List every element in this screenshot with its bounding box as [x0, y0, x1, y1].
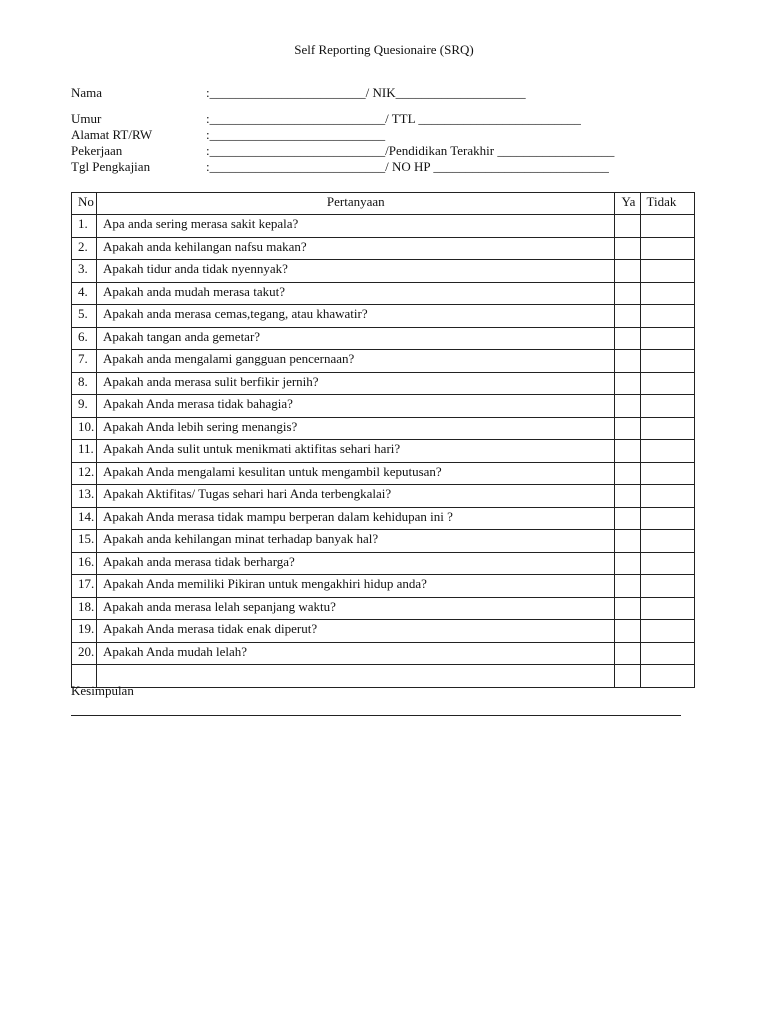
- table-row: [72, 575, 695, 598]
- answer-yes-cell[interactable]: [615, 260, 640, 283]
- conclusion-line: [71, 715, 681, 716]
- answer-yes-cell[interactable]: [615, 440, 640, 463]
- row-number: 11.: [72, 440, 97, 463]
- answer-no-cell[interactable]: [640, 507, 694, 530]
- answer-yes-cell[interactable]: [615, 327, 640, 350]
- answer-no-cell[interactable]: [640, 417, 694, 440]
- answer-yes-cell[interactable]: [615, 575, 640, 598]
- answer-yes-cell[interactable]: [615, 530, 640, 553]
- row-question: Apakah anda merasa cemas,tegang, atau khawatir?: [97, 305, 615, 328]
- table-row: [72, 485, 695, 508]
- answer-no-cell[interactable]: [640, 260, 694, 283]
- answer-yes-cell[interactable]: [615, 417, 640, 440]
- row-number: 13.: [72, 485, 97, 508]
- field-label: Pekerjaan: [71, 143, 123, 158]
- answer-yes-cell[interactable]: [615, 372, 640, 395]
- row-number: 8.: [72, 372, 97, 395]
- row-number: 5.: [72, 305, 97, 328]
- srq-question-table: [71, 192, 695, 688]
- field-label: Nama: [71, 85, 103, 100]
- row-question: Apakah Anda mengalami kesulitan untuk mengambil keputusan?: [97, 462, 615, 485]
- answer-no-cell[interactable]: [640, 620, 694, 643]
- field-label: Tgl Pengkajian: [71, 159, 151, 174]
- table-row: [72, 282, 695, 305]
- row-number: 16.: [72, 552, 97, 575]
- row-question: Apakah tidur anda tidak nyennyak?: [97, 260, 615, 283]
- table-row: [72, 530, 695, 553]
- field-pekerjaan: [71, 143, 614, 159]
- row-question: Apakah Anda mudah lelah?: [97, 642, 615, 665]
- row-number: 7.: [72, 350, 97, 373]
- answer-yes-cell[interactable]: [615, 552, 640, 575]
- field-value: :___________________________/ TTL _________________________: [206, 111, 581, 126]
- answer-yes-cell[interactable]: [615, 485, 640, 508]
- row-number: 6.: [72, 327, 97, 350]
- answer-no-cell[interactable]: [640, 530, 694, 553]
- answer-no-cell[interactable]: [640, 642, 694, 665]
- row-number: 2.: [72, 237, 97, 260]
- row-number: 17.: [72, 575, 97, 598]
- answer-yes-cell[interactable]: [615, 350, 640, 373]
- row-question: Apakah Anda merasa tidak bahagia?: [97, 395, 615, 418]
- table-row: [72, 417, 695, 440]
- header-question: Pertanyaan: [97, 193, 615, 215]
- table-row: [72, 372, 695, 395]
- table-row: [72, 507, 695, 530]
- row-question: Apakah Anda merasa tidak mampu berperan dalam kehidupan ini ?: [97, 507, 615, 530]
- field-nama: [71, 85, 526, 101]
- answer-yes-cell[interactable]: [615, 665, 640, 688]
- table-row: [72, 665, 695, 688]
- row-question: Apakah Anda sulit untuk menikmati aktifitas sehari hari?: [97, 440, 615, 463]
- row-number: 1.: [72, 215, 97, 238]
- answer-no-cell[interactable]: [640, 237, 694, 260]
- answer-no-cell[interactable]: [640, 597, 694, 620]
- answer-yes-cell[interactable]: [615, 215, 640, 238]
- row-question: Apakah anda merasa lelah sepanjang waktu?: [97, 597, 615, 620]
- row-question: [97, 665, 615, 688]
- row-question: Apa anda sering merasa sakit kepala?: [97, 215, 615, 238]
- row-question: Apakah Anda merasa tidak enak diperut?: [97, 620, 615, 643]
- table-row: [72, 327, 695, 350]
- row-question: Apakah Aktifitas/ Tugas sehari hari Anda terbengkalai?: [97, 485, 615, 508]
- row-question: Apakah anda kehilangan nafsu makan?: [97, 237, 615, 260]
- row-number: 9.: [72, 395, 97, 418]
- field-value: :________________________/ NIK____________________: [206, 85, 526, 100]
- row-question: Apakah anda merasa sulit berfikir jernih?: [97, 372, 615, 395]
- field-tgl-pengkajian: [71, 159, 609, 175]
- table-row: [72, 260, 695, 283]
- field-value: :___________________________/Pendidikan Terakhir __________________: [206, 143, 615, 158]
- row-question: Apakah anda mengalami gangguan pencernaan?: [97, 350, 615, 373]
- row-number: 3.: [72, 260, 97, 283]
- row-number: 18.: [72, 597, 97, 620]
- document-title: Self Reporting Quesionaire (SRQ): [294, 42, 474, 57]
- table-row: [72, 597, 695, 620]
- answer-yes-cell[interactable]: [615, 597, 640, 620]
- table-row: [72, 305, 695, 328]
- answer-no-cell[interactable]: [640, 395, 694, 418]
- answer-yes-cell[interactable]: [615, 642, 640, 665]
- answer-yes-cell[interactable]: [615, 237, 640, 260]
- row-number: 15.: [72, 530, 97, 553]
- answer-no-cell[interactable]: [640, 575, 694, 598]
- table-row: [72, 237, 695, 260]
- answer-yes-cell[interactable]: [615, 305, 640, 328]
- field-umur: [71, 111, 581, 127]
- table-row: [72, 350, 695, 373]
- field-label: Umur: [71, 111, 102, 126]
- table-row: [72, 642, 695, 665]
- table-header-row: [72, 193, 695, 215]
- table-row: [72, 395, 695, 418]
- answer-no-cell[interactable]: [640, 485, 694, 508]
- row-question: Apakah anda kehilangan minat terhadap banyak hal?: [97, 530, 615, 553]
- answer-yes-cell[interactable]: [615, 395, 640, 418]
- answer-no-cell[interactable]: [640, 282, 694, 305]
- answer-no-cell[interactable]: [640, 665, 694, 688]
- row-question: Apakah anda merasa tidak berharga?: [97, 552, 615, 575]
- field-value: :___________________________: [206, 127, 386, 142]
- field-value: :___________________________/ NO HP ___________________________: [206, 159, 609, 174]
- answer-no-cell[interactable]: [640, 552, 694, 575]
- row-number: 14.: [72, 507, 97, 530]
- header-no: No: [72, 193, 97, 215]
- row-question: Apakah anda mudah merasa takut?: [97, 282, 615, 305]
- answer-yes-cell[interactable]: [615, 282, 640, 305]
- table-row: [72, 620, 695, 643]
- table-row: [72, 440, 695, 463]
- row-question: Apakah Anda memiliki Pikiran untuk mengakhiri hidup anda?: [97, 575, 615, 598]
- answer-no-cell[interactable]: [640, 350, 694, 373]
- conclusion-label: Kesimpulan: [71, 683, 134, 698]
- header-yes: Ya: [615, 193, 640, 215]
- row-number: 20.: [72, 642, 97, 665]
- header-no-answer: Tidak: [640, 193, 694, 215]
- answer-no-cell[interactable]: [640, 440, 694, 463]
- field-alamat: [71, 127, 385, 143]
- answer-no-cell[interactable]: [640, 215, 694, 238]
- row-number: 4.: [72, 282, 97, 305]
- row-number: 10.: [72, 417, 97, 440]
- answer-no-cell[interactable]: [640, 327, 694, 350]
- answer-yes-cell[interactable]: [615, 620, 640, 643]
- answer-yes-cell[interactable]: [615, 507, 640, 530]
- row-question: Apakah Anda lebih sering menangis?: [97, 417, 615, 440]
- answer-no-cell[interactable]: [640, 305, 694, 328]
- row-number: 12.: [72, 462, 97, 485]
- answer-yes-cell[interactable]: [615, 462, 640, 485]
- answer-no-cell[interactable]: [640, 462, 694, 485]
- table-body: [72, 215, 695, 688]
- row-question: Apakah tangan anda gemetar?: [97, 327, 615, 350]
- field-label: Alamat RT/RW: [71, 127, 153, 142]
- row-number: 19.: [72, 620, 97, 643]
- table-row: [72, 215, 695, 238]
- answer-no-cell[interactable]: [640, 372, 694, 395]
- table-row: [72, 462, 695, 485]
- table-row: [72, 552, 695, 575]
